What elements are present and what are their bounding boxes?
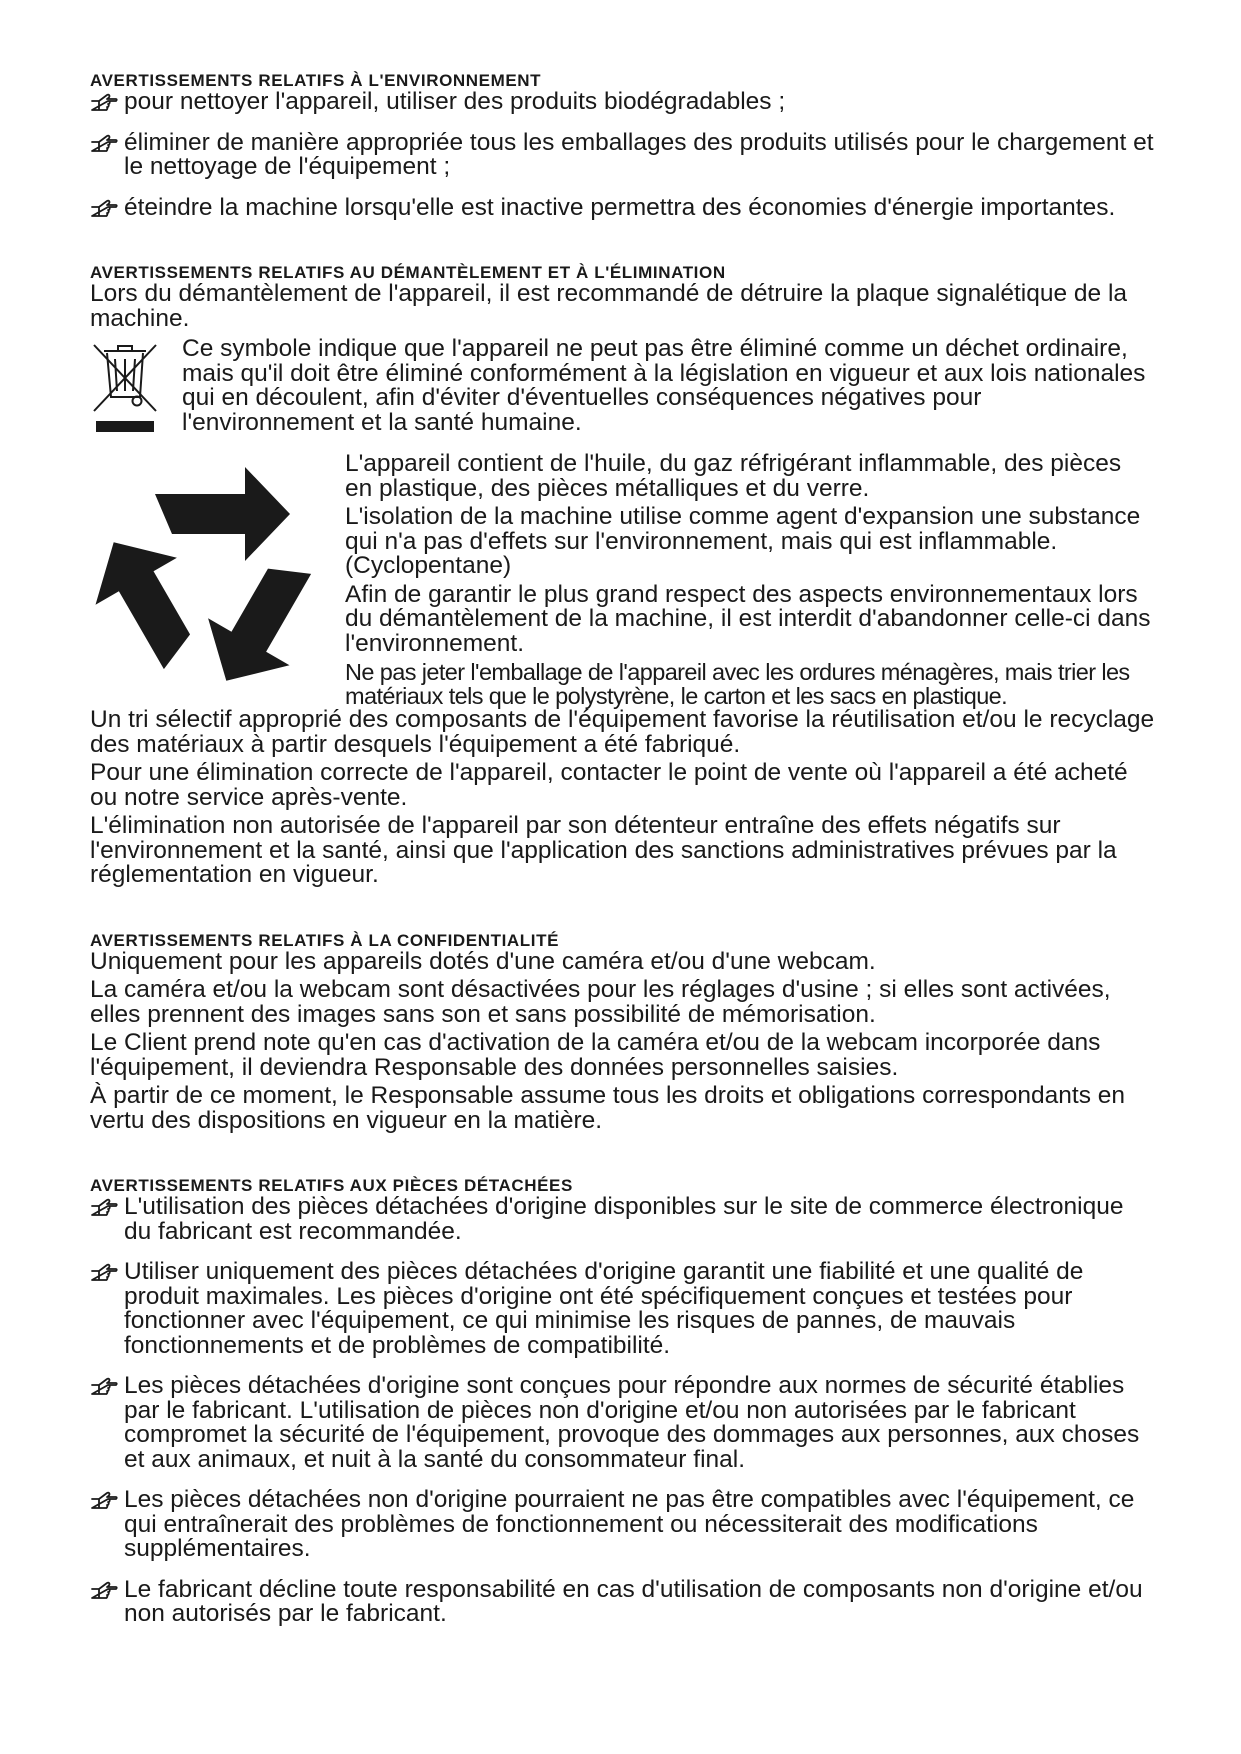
list-item: [90, 193, 1155, 221]
privacy-paragraph: Uniquement pour les appareils dotés d'une caméra et/ou d'une webcam.: [90, 947, 876, 975]
privacy-paragraph: À partir de ce moment, le Responsable assume tous les droits et obligations correspondants en vertu des dispositions en vigueur en la matière.: [90, 1082, 1126, 1134]
recycle-block: [90, 452, 1155, 708]
pointing-hand-icon: [90, 92, 118, 114]
list-item-text: pour nettoyer l'appareil, utiliser des produits biodégradables ;: [124, 88, 786, 115]
privacy-paragraph: Le Client prend note qu'en cas d'activation de la caméra et/ou de la webcam incorporée dans l'équipement, il deviendra Responsable des données personnelles saisies.: [90, 1029, 1101, 1081]
recycle-paragraph: Ne pas jeter l'emballage de l'appareil avec les ordures ménagères, mais trier les matériaux tels que le polystyrène, le carton et les sacs en plastique.: [345, 659, 1130, 709]
environment-heading: AVERTISSEMENTS RELATIFS À L'ENVIRONNEMENT: [90, 71, 542, 90]
list-item: [90, 1488, 1155, 1562]
pointing-hand-icon: [90, 198, 118, 220]
pointing-hand-icon: [90, 1262, 118, 1284]
list-item-text: Utiliser uniquement des pièces détachées d'origine garantit une fiabilité et une qualité de produit maximales. Les pièces d'origine ont été spécifiquement conçues et testées pour fonctionner avec l'équipement, ce qui minimise les risques de pannes, de mauvais fonctionnements et de problèmes de compatibilité.: [124, 1258, 1084, 1359]
pointing-hand-icon: [90, 133, 118, 155]
list-item-text: Les pièces détachées d'origine sont conçues pour répondre aux normes de sécurité établies par le fabricant. L'utilisation de pièces non d'origine et/ou non autorisées par le fabricant compromet la sécurité de l'équipement, provoque des dommages aux personnes, aux choses et aux animaux, et nuit à la santé du consommateur final.: [124, 1372, 1140, 1473]
environment-list: [90, 90, 1155, 220]
list-item-text: éliminer de manière appropriée tous les emballages des produits utilisés pour le chargement et le nettoyage de l'équipement ;: [124, 128, 1154, 180]
pointing-hand-icon: [90, 1490, 118, 1512]
list-item: [90, 128, 1155, 180]
weee-block: [90, 337, 1155, 440]
list-item-text: Les pièces détachées non d'origine pourraient ne pas être compatibles avec l'équipement, ce qui entraînerait des problèmes de fonctionnement ou nécessiterait des modifications supplémentaires.: [124, 1486, 1135, 1562]
recycle-paragraph: L'appareil contient de l'huile, du gaz réfrigérant inflammable, des pièces en plastique, des pièces métalliques et du verre.: [345, 450, 1122, 502]
disposal-heading: AVERTISSEMENTS RELATIFS AU DÉMANTÈLEMENT ET À L'ÉLIMINATION: [90, 263, 726, 282]
crossed-out-wheelie-bin-icon: [90, 337, 160, 435]
list-item: [90, 1575, 1155, 1627]
spare-parts-heading: AVERTISSEMENTS RELATIFS AUX PIÈCES DÉTACHÉES: [90, 1176, 573, 1195]
list-item: [90, 1374, 1155, 1472]
list-item: [90, 90, 1155, 115]
recycle-paragraph: Afin de garantir le plus grand respect des aspects environnementaux lors du démantèlement de la machine, il est interdit d'abandonner celle-ci dans l'environnement.: [345, 580, 1151, 657]
spare-parts-list: [90, 1195, 1155, 1627]
privacy-heading: AVERTISSEMENTS RELATIFS À LA CONFIDENTIALITÉ: [90, 930, 560, 950]
weee-text: Ce symbole indique que l'appareil ne peut pas être éliminé comme un déchet ordinaire, mais qu'il doit être éliminé conformément à la législation en vigueur et aux lois nationales qui en découlent, afin d'éviter d'éventuelles conséquences négatives pour l'environnement et la santé humaine.: [182, 335, 1146, 436]
recycling-arrows-icon: [90, 460, 330, 698]
disposal-paragraph: L'élimination non autorisée de l'appareil par son détenteur entraîne des effets négatifs sur l'environnement et la santé, ainsi que l'application des sanctions administratives prévues par la réglementation en vigueur.: [90, 812, 1117, 888]
list-item-text: L'utilisation des pièces détachées d'origine disponibles sur le site de commerce électronique du fabricant est recommandée.: [124, 1193, 1124, 1245]
list-item-text: Le fabricant décline toute responsabilité en cas d'utilisation de composants non d'origine et/ou non autorisés par le fabricant.: [124, 1575, 1143, 1627]
document-page: [90, 72, 1155, 1627]
pointing-hand-icon: [90, 1580, 118, 1602]
pointing-hand-icon: [90, 1197, 118, 1219]
recycle-paragraph: L'isolation de la machine utilise comme agent d'expansion une substance qui n'a pas d'effets sur l'environnement, mais qui est inflammable. (Cyclopentane): [345, 503, 1141, 579]
list-item: [90, 1195, 1155, 1244]
disposal-intro: Lors du démantèlement de l'appareil, il est recommandé de détruire la plaque signalétique de la machine.: [90, 280, 1128, 332]
pointing-hand-icon: [90, 1376, 118, 1398]
list-item: [90, 1260, 1155, 1358]
disposal-paragraph: Un tri sélectif approprié des composants de l'équipement favorise la réutilisation et/ou le recyclage des matériaux à partir desquels l'équipement a été fabriqué.: [90, 706, 1155, 758]
list-item-text: éteindre la machine lorsqu'elle est inactive permettra des économies d'énergie importantes.: [124, 193, 1116, 221]
privacy-paragraph: La caméra et/ou la webcam sont désactivées pour les réglages d'usine ; si elles sont activées, elles prennent des images sans son et sans possibilité de mémorisation.: [90, 976, 1111, 1028]
disposal-paragraph: Pour une élimination correcte de l'appareil, contacter le point de vente où l'appareil a été acheté ou notre service après-vente.: [90, 759, 1128, 811]
